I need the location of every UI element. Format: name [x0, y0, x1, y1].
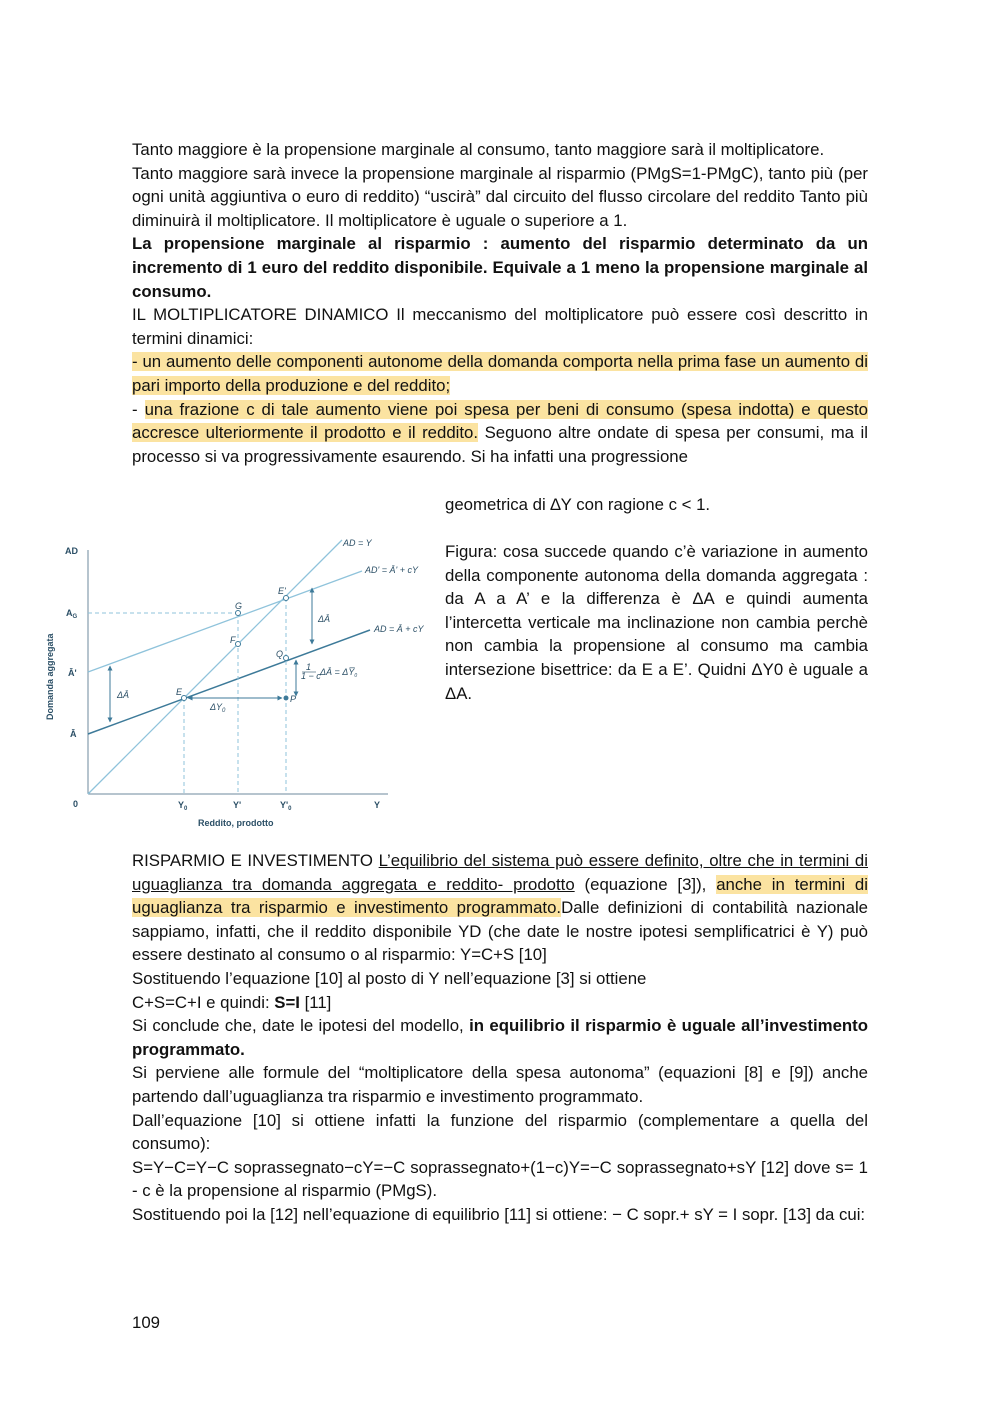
tick-yprime: Y'	[233, 800, 242, 810]
paragraph: Tanto maggiore sarà invece la propensione marginale al risparmio (PMgS=1-PMgC), tanto più (per ogni unità aggiuntiva o euro di reddito) “uscirà” dal circuito del flusso circolare del reddito Tanto più diminuirà il moltiplicatore. Il moltiplicatore è uguale o superiore a 1.	[132, 163, 868, 230]
delta-y0-label: $\Delta Y_0$	[210, 702, 226, 714]
point-f-label: F	[230, 635, 236, 645]
line-45-label: AD = Y	[343, 538, 372, 548]
text-block-bottom	[132, 849, 868, 1227]
line-45-degree	[88, 540, 342, 794]
tick-a-prime: Ā'	[68, 668, 77, 678]
aggregate-demand-figure	[40, 532, 440, 832]
paragraph: Si perviene alle formule del “moltiplicatore della spesa autonoma” (equazioni [8] e [9]) anche partendo dall’uguaglianza tra risparmio e investimento programmato.	[132, 1063, 868, 1106]
highlighted-text: anche in termini di uguaglianza tra risparmio e investimento programmato.	[132, 874, 868, 918]
point-q	[284, 656, 289, 661]
tick-y0prime: $Y'_0$	[280, 800, 292, 812]
point-e	[182, 696, 187, 701]
y-axis-title: Domanda aggregata	[45, 633, 55, 720]
paragraph-mixed: C+S=C+I e quindi: S=I [11]	[132, 992, 332, 1012]
paragraph-mixed: Si conclude che, date le ipotesi del modello, in equilibrio il risparmio è uguale all’investimento programmato.	[132, 1016, 868, 1059]
svg-text:1 − c: 1 − c	[301, 671, 321, 681]
caption-text: Figura: cosa succede quando c’è variazione in aumento della componente autonoma della domanda aggregata : da A a A’ e la differenza è ΔA e quindi aumenta l’intercetta verticale ma inclinazione non cambia perchè non cambia la propensione al consumo ma cambia intersezione bisettrice: da E a E’. Quidni ΔY0 è uguale a ΔA.	[445, 542, 868, 703]
line-ad-new-label: AD' = Ā' + cY	[365, 565, 418, 575]
y-axis-end-label: Y	[374, 800, 381, 810]
tick-ag: $A_G$	[66, 608, 78, 620]
paragraph-mixed: RISPARMIO E INVESTIMENTO L’equilibrio del sistema può essere definito, oltre che in termini di uguaglianza tra domanda aggregata e reddito- prodotto (equazione [3]), anche in termini di uguaglianza tra risparmio e investimento programmato.Dalle definizioni di contabilità nazionale sappiamo, infatti, che il reddito disponibile YD (che date le nostre ipotesi semplificatrici è Y) può essere destinato al consumo o al risparmio: Y=C+S [10]	[132, 851, 869, 965]
line-ad-old	[88, 630, 370, 734]
delta-a-left-label: ΔĀ	[117, 690, 130, 700]
point-p	[284, 696, 289, 701]
tick-a: Ā	[70, 729, 77, 739]
text-block-top	[132, 138, 868, 468]
origin-label: 0	[73, 799, 79, 809]
paragraph: IL MOLTIPLICATORE DINAMICO Il meccanismo del moltiplicatore può essere così descritto in termini dinamici:	[132, 305, 868, 348]
x-axis-title: Reddito, prodotto	[198, 818, 274, 828]
figure-caption	[445, 540, 868, 705]
point-g-label: G	[235, 601, 243, 611]
point-e-label: E	[176, 687, 183, 697]
line-ad-old-label: AD = Ā + cY	[374, 624, 424, 634]
paragraph: Dall’equazione [10] si ottiene infatti la funzione del risparmio (complementare a quella del consumo):	[132, 1110, 868, 1154]
multiplier-formula	[301, 662, 357, 681]
paragraph: Sostituendo l’equazione [10] al posto di Y nell’equazione [3] si ottiene	[132, 968, 647, 988]
svg-text:1: 1	[306, 662, 312, 672]
paragraph-mixed: - una frazione c di tale aumento viene poi spesa per beni di consumo (spesa indotta) e questo accresce ulteriormente il prodotto e il reddito. Seguono altre ondate di spesa per consumi, ma il processo si va progressivamente esaurendo. Si ha infatti una progressione	[132, 399, 868, 466]
point-e-prime	[284, 596, 289, 601]
tick-y0: $Y_0$	[178, 800, 188, 812]
point-g	[236, 611, 241, 616]
point-e-prime-label: E'	[278, 586, 286, 596]
paragraph: Sostituendo poi la [12] nell’equazione di equilibrio [11] si ottiene: − C sopr.+ sY = I sopr. [13] da cui:	[132, 1204, 866, 1224]
ad-axis-label: AD	[65, 546, 78, 556]
point-p-label: P	[290, 694, 297, 704]
svg-text:ΔĀ = ΔY̅0: ΔĀ = $\Delta Y̅_0$	[320, 667, 358, 679]
underlined-text: L’equilibrio del sistema può essere definito, oltre che in termini di uguaglianza tra domanda aggregata e reddito- prodotto	[132, 851, 868, 894]
point-q-label: Q	[276, 649, 284, 659]
paragraph: geometrica di ∆Y con ragione c < 1.	[445, 495, 711, 514]
text-tail	[445, 493, 868, 517]
paragraph: S=Y−C=Y−C soprassegnato−cY=−C soprassegnato+(1−c)Y=−C soprassegnato+sY [12] dove s= 1 - c è la propensione al risparmio (PMgS).	[132, 1157, 868, 1201]
paragraph: Tanto maggiore è la propensione marginale al consumo, tanto maggiore sarà il moltiplicatore.	[132, 140, 825, 159]
highlighted-text: una frazione c di tale aumento viene poi spesa per beni di consumo (spesa indotta) e questo accresce ulteriormente il prodotto e il reddito.	[132, 399, 868, 443]
page-number: 109	[132, 1313, 160, 1332]
paragraph-highlight: - un aumento delle componenti autonome della domanda comporta nella prima fase un aumento di pari importo della produzione e del reddito;	[132, 352, 868, 395]
paragraph-bold: La propensione marginale al risparmio : aumento del risparmio determinato da un incremento di 1 euro del reddito disponibile. Equivale a 1 meno la propensione marginale al consumo.	[132, 234, 868, 301]
delta-a-right-label: ΔĀ	[318, 614, 331, 624]
point-f	[236, 642, 241, 647]
